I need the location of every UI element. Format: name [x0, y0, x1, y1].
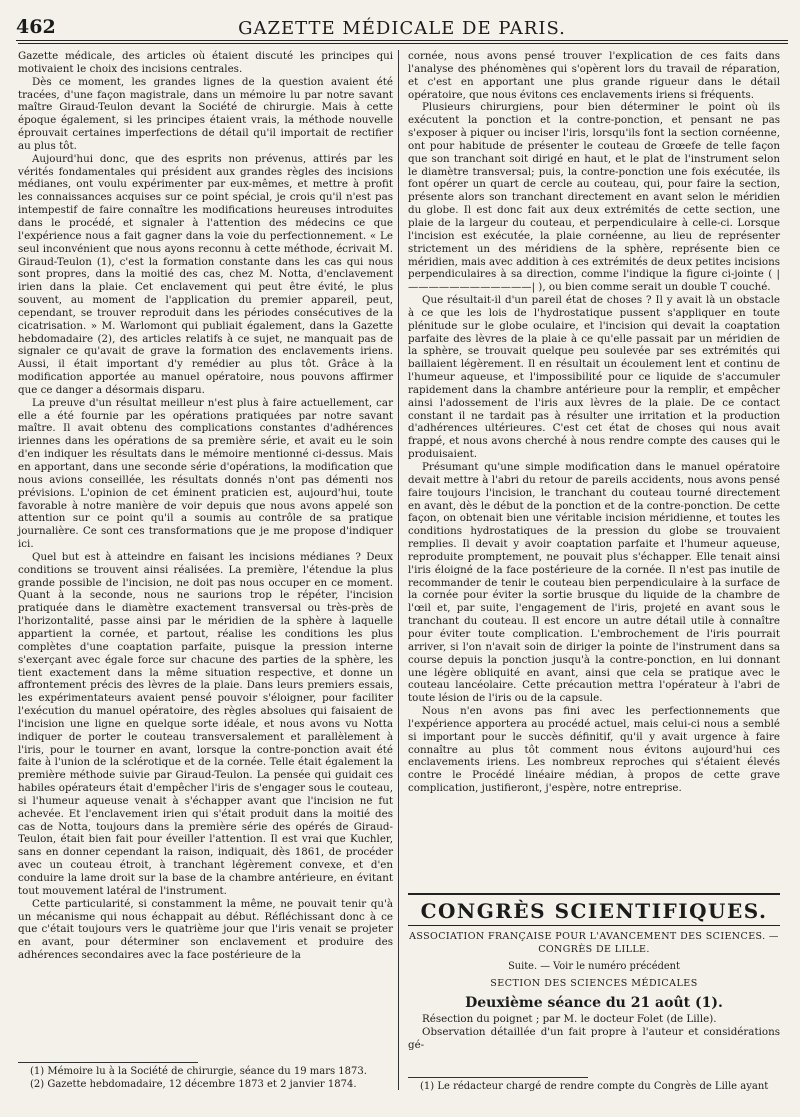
page-number: 462	[16, 16, 56, 38]
column-divider	[398, 50, 399, 1090]
header-rule	[18, 43, 788, 44]
paragraph: Plusieurs chirurgiens, pour bien déterminer le point où ils exécutent la ponction et la contre-ponction, et pensant ne pas s'exposer à piquer ou inciser l'iris, lorsqu'ils font la section cornéenne, ont pour habitude de présenter le couteau de Grœefe de telle façon que son tranchant soit dirigé en haut, et le plat de l'instrument selon le diamètre transversal; puis, la contre-ponction une fois exécutée, ils font opérer un quart de cercle au couteau, qui, pour faire la section, présente alors son tranchant directement en avant selon le méridien du globe. Il est donc fait aux deux extrémités de cette section, une plaie de la largeur du couteau, et perpendiculaire à celle-ci. Lorsque l'incision est exécutée, la plaie cornéenne, au lieu de représenter strictement un des méridiens de la sphère, représente bien ce méridien, mais avec addition à ces extrémités de deux petites incisions perpendiculaires à sa direction, comme l'indique la figure ci-jointe ( |————————————| ), ou bien comme serait un double T couché.	[408, 101, 780, 294]
left-column	[18, 50, 393, 962]
congress-section	[408, 893, 780, 1052]
footnote-right: (1) Le rédacteur chargé de rendre compte du Congrès de Lille ayant	[420, 1081, 769, 1092]
paragraph: Nous n'en avons pas fini avec les perfectionnements que l'expérience apportera au procédé actuel, mais celui-ci nous a semblé si important pour le succès définitif, qu'il y avait urgence à faire connaître au plus tôt comment nous évitons aujourd'hui ces enclavements iriens. Les nombreux reproches qui s'étaient élevés contre le Procédé linéaire médian, à propos de cette grave complication, justifieront, j'espère, notre entreprise.	[408, 705, 780, 795]
paragraph: Que résultait-il d'un pareil état de choses ? Il y avait là un obstacle à ce que les lois de l'hydrostatique pussent s'appliquer en toute plénitude sur le globe oculaire, et l'incision qui devait la coaptation parfaite des lèvres de la plaie à ce qu'elle passait par un méridien de la sphère, se trouvait quelque peu soulevée par ses extrémités qui baillaient légèrement. Il en résultait un écoulement lent et continu de l'humeur aqueuse, et l'impossibilité pour ce liquide de s'accumuler rapidement dans la chambre antérieure pour la remplir, et empêcher ainsi l'adossement de l'iris aux lèvres de la plaie. De ce contact constant il ne tardait pas à résulter une irritation et la production d'adhérences ultérieures. C'est cet état de choses qui nous avait frappé, et nous avons cherché à nous rendre compte des causes qui le produisaient.	[408, 294, 780, 461]
paragraph: Résection du poignet ; par M. le docteur Folet (de Lille).	[422, 1013, 717, 1025]
seance-heading: Deuxième séance du 21 août (1).	[465, 995, 723, 1011]
page-header	[16, 14, 788, 41]
paragraph: Dès ce moment, les grandes lignes de la question avaient été tracées, d'une façon magistrale, dans un mémoire lu par notre savant maître Giraud-Teulon devant la Société de chirurgie. Mais à cette époque également, si les principes étaient vrais, la méthode nouvelle éprouvait certaines imperfections de détail qu'il importait de rectifier au plus tôt.	[18, 75, 393, 152]
continuation-note: Suite. — Voir le numéro précédent	[508, 961, 680, 972]
footnote-rule	[408, 1077, 588, 1078]
footnote-rule	[18, 1062, 198, 1063]
footnotes-left	[30, 1066, 390, 1091]
association-line: ASSOCIATION FRANÇAISE POUR L'AVANCEMENT DES SCIENCES. — CONGRÈS DE LILLE.	[409, 931, 779, 955]
paragraph: Aujourd'hui donc, que des esprits non prévenus, attirés par les vérités fondamentales qui président aux grandes règles des incisions médianes, ont voulu expérimenter par eux-mêmes, et mettre à profit les connaissances acquises sur ce point spécial, je crois qu'il n'est pas intempestif de faire connaître les modifications heureuses introduites dans le procédé, et signaler à l'attention des médecins ce que l'expérience nous a fait gagner dans la voie du perfectionnement. « Le seul inconvénient que nous ayons reconnu à cette méthode, écrivait M. Giraud-Teulon (1), c'est la formation constante dans les cas qui nous sont propres, dans la moitié des cas, chez M. Notta, d'enclavement irien dans la plaie. Cet enclavement qui peut être évité, le plus souvent, au moment de l'application du premier appareil, peut, cependant, se trouver reproduit dans les périodes consécutives de la cicatrisation. » M. Warlomont qui publiait également, dans la Gazette hebdomadaire (2), des articles relatifs à ce sujet, ne manquait pas de signaler ce qu'avait de grave la formation des enclavements iriens. Aussi, il était important d'y remédier au plus tôt. Grâce à la modification apportée au manuel opératoire, nous pouvons affirmer que ce danger a désormais disparu.	[18, 152, 393, 396]
paragraph: Observation détaillée d'un fait propre à l'auteur et considérations gé-	[408, 1026, 780, 1051]
congress-title: CONGRÈS SCIENTIFIQUES.	[420, 899, 768, 923]
paragraph: Présumant qu'une simple modification dans le manuel opératoire devait mettre à l'abri du retour de pareils accidents, nous avons pensé faire toujours l'incision, le tranchant du couteau tourné directement en avant, dès le début de la ponction et de la contre-ponction. De cette façon, on obtenait bien une véritable incision méridienne, et toutes les conditions hydrostatiques de la pression du globe se trouvaient remplies. Il devait y avoir coaptation parfaite et l'humeur aqueuse, reproduite promptement, ne pouvait plus s'échapper. Elle tenait ainsi l'iris éloigné de la face postérieure de la cornée. Il n'est pas inutile de recommander de tenir le couteau bien perpendiculaire à la surface de la cornée pour éviter la sortie brusque du liquide de la chambre de l'œil et, par suite, l'engagement de l'iris, projeté en avant sous le tranchant du couteau. Il est encore un autre détail utile à connaître pour éviter toute complication. L'embrochement de l'iris pourrait arriver, si l'on n'avait soin de diriger la pointe de l'instrument dans sa course depuis la ponction jusqu'à la contre-ponction, en lui donnant une légère obliquité en avant, ainsi que cela se pratique avec le couteau lancéolaire. Cette précaution mettra l'opérateur à l'abri de toute lésion de l'iris ou de la capsule.	[408, 461, 780, 705]
congress-title-box	[408, 893, 780, 926]
footnote: (2) Gazette hebdomadaire, 12 décembre 1873 et 2 janvier 1874.	[30, 1078, 357, 1090]
paragraph: La preuve d'un résultat meilleur n'est plus à faire actuellement, car elle a été fournie par les opérations pratiquées par notre savant maître. Il avait obtenu des complications constantes d'adhérences iriennes dans les opérations de sa première série, et avait eu le soin d'en indiquer les résultats dans le mémoire mentionné ci-dessus. Mais en apportant, dans une seconde série d'opérations, la modification que nous avions conseillée, les résultats donnés n'ont pas démenti nos prévisions. L'opinion de cet éminent praticien est, aujourd'hui, toute favorable à notre manière de voir depuis que nous avons appelé son attention sur ce point qu'il a soumis au contrôle de sa pratique journalière. Ce sont ces transformations que je me propose d'indiquer ici.	[18, 396, 393, 551]
journal-title: GAZETTE MÉDICALE DE PARIS.	[238, 18, 566, 39]
paragraph: Quel but est à atteindre en faisant les incisions médianes ? Deux conditions se trouvent ainsi réalisées. La première, l'étendue la plus grande possible de l'incision, ne doit pas nous occuper en ce moment. Quant à la seconde, nous ne saurions trop le répéter, l'incision pratiquée dans le diamètre exactement transversal ou très-près de l'horizontalité, passe ainsi par le méridien de la sphère à laquelle appartient la cornée, et partout, réalise les conditions les plus complètes d'une coaptation parfaite, puisque la pression interne s'exerçant avec égale force sur chacune des parties de la sphère, les tient exactement dans la même situation respective, et donne un affrontement précis des lèvres de la plaie. Dans leurs premiers essais, les expérimentateurs avaient pensé pouvoir s'éloigner, pour faciliter l'exécution du manuel opératoire, des règles absolues qui faisaient de l'incision une ligne en quelque sorte idéale, et nous avons vu Notta indiquer de porter le couteau transversalement et parallèlement à l'iris, pour le tourner en avant, lorsque la contre-ponction avait été faite à l'union de la sclérotique et de la cornée. Telle était également la première méthode suivie par Giraud-Teulon. La pensée qui guidait ces habiles opérateurs était d'empêcher l'iris de s'engager sous le couteau, si l'humeur aqueuse venait à s'échapper avant que l'incision ne fut achevée. Et l'enclavement irien qui s'était produit dans la moitié des cas de Notta, toujours dans la première série des opérés de Giraud-Teulon, était bien fait pour éveiller l'attention. Il est vrai que Kuchler, sans en donner cependant la raison, indiquait, dès 1861, de procéder avec un couteau étroit, à tranchant légèrement convexe, et d'en conduire la lame droit sur la base de la chambre antérieure, en évitant tout mouvement latéral de l'instrument.	[18, 550, 393, 897]
paragraph: cornée, nous avons pensé trouver l'explication de ces faits dans l'analyse des phénomènes qui s'opèrent lors du travail de réparation, et c'est en apportant une plus grande rigueur dans le détail opératoire, que nous évitons ces enclavements iriens si fréquents.	[408, 50, 780, 101]
footnote: (1) Mémoire lu à la Société de chirurgie, séance du 19 mars 1873.	[30, 1066, 367, 1077]
section-heading: SECTION DES SCIENCES MÉDICALES	[490, 978, 698, 989]
congress-text	[408, 1013, 780, 1052]
paragraph: Gazette médicale, des articles où étaient discuté les principes qui motivaient le choix des incisions centrales.	[18, 50, 393, 75]
right-column	[408, 50, 780, 795]
paragraph: Cette particularité, si constamment la même, ne pouvait tenir qu'à un mécanisme qui nous échappait au début. Réfléchissant donc à ce que c'était toujours vers le quatrième jour que l'iris venait se projeter en avant, pour déterminer son enclavement et produire des adhérences secondaires avec la face postérieure de la	[18, 897, 393, 962]
